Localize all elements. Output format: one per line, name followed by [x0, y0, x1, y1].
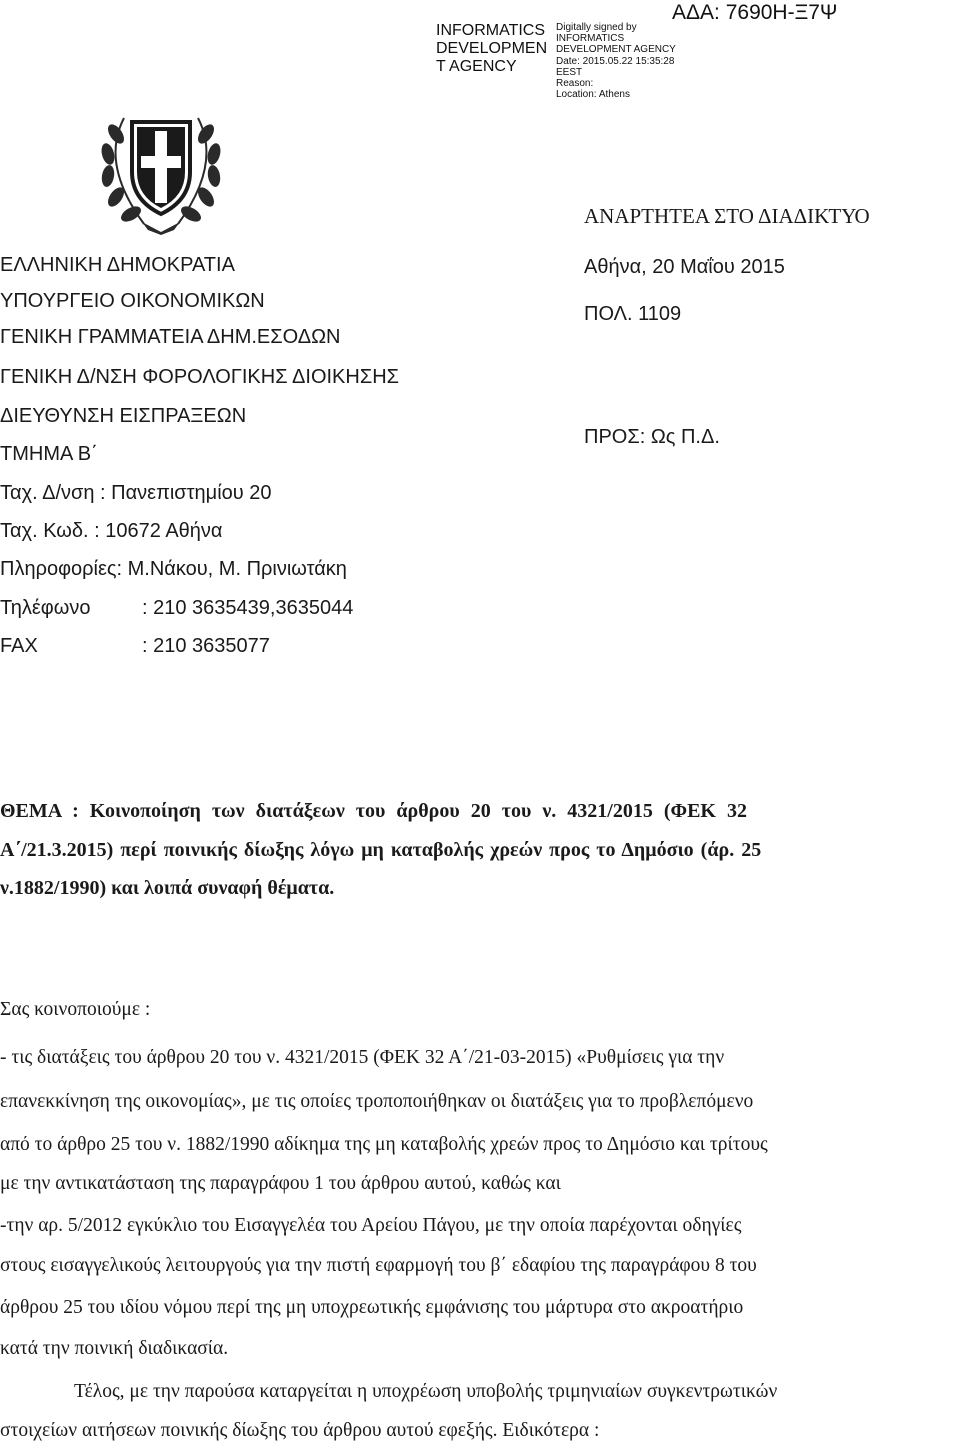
- header-line: ΓΕΝΙΚΗ Δ/ΝΣΗ ΦΟΡΟΛΟΓΙΚΗΣ ΔΙΟΙΚΗΣΗΣ: [0, 366, 400, 388]
- body-line: Σας κοινοποιούμε :: [0, 999, 151, 1020]
- header-line: Πληροφορίες: Μ.Νάκου, Μ. Πρινιωτάκη: [0, 558, 347, 580]
- document-date: Αθήνα, 20 Μαΐου 2015: [584, 256, 785, 278]
- signature-org-line: DEVELOPMEN: [436, 40, 548, 57]
- header-line: Ταχ. Κωδ. : 10672 Αθήνα: [0, 520, 223, 542]
- signature-org-line: T AGENCY: [436, 58, 517, 75]
- header-line: ΤΜΗΜΑ Β΄: [0, 443, 98, 465]
- signature-detail-line: EEST: [556, 66, 583, 78]
- signature-details: [556, 22, 676, 100]
- header-line: ΕΛΛΗΝΙΚΗ ΔΗΜΟΚΡΑΤΙΑ: [0, 254, 235, 276]
- circular-number: ΠΟΛ. 1109: [584, 303, 682, 325]
- body-line: με την αντικατάσταση της παραγράφου 1 του άρθρου αυτού, καθώς και: [0, 1173, 561, 1194]
- phone-label: Τηλέφωνο: [0, 597, 91, 619]
- ada-code: ΑΔΑ: 7690Η-Ξ7Ψ: [672, 1, 838, 24]
- header-line: Ταχ. Δ/νση : Πανεπιστημίου 20: [0, 482, 272, 504]
- body-line: Τέλος, με την παρούσα καταργείται η υποχρέωση υποβολής τριμηνιαίων συγκεντρωτικών: [74, 1381, 778, 1402]
- fax-value: : 210 3635077: [142, 635, 270, 657]
- body-line: επανεκκίνηση της οικονομίας», με τις οποίες τροποποιήθηκαν οι διατάξεις για το προβλεπόμενο: [0, 1091, 754, 1112]
- signature-detail-line: Digitally signed by: [556, 22, 637, 33]
- header-line: ΓΕΝΙΚΗ ΓΡΑΜΜΑΤΕΙΑ ΔΗΜ.ΕΣΟΔΩΝ: [0, 326, 341, 348]
- signature-detail-line: DEVELOPMENT AGENCY: [556, 44, 676, 56]
- body-line: -την αρ. 5/2012 εγκύκλιο του Εισαγγελέα του Αρείου Πάγου, με την οποία παρέχονται οδηγίες: [0, 1215, 742, 1236]
- header-line: ΔΙΕΥΘΥΝΣΗ ΕΙΣΠΡΑΞΕΩΝ: [0, 405, 247, 427]
- body-line: από το άρθρο 25 του ν. 1882/1990 αδίκημα της μη καταβολής χρεών προς το Δημόσιο και τρίτους: [0, 1134, 768, 1155]
- body-line: στοιχείων αιτήσεων ποινικής δίωξης του άρθρου αυτού εφεξής. Ειδικότερα :: [0, 1420, 600, 1441]
- signature-detail-line: Date: 2015.05.22 15:35:28: [556, 55, 675, 67]
- fax-label: FAX: [0, 635, 38, 657]
- signature-detail-line: Reason:: [556, 78, 594, 90]
- subject-line: Α΄/21.3.2015) περί ποινικής δίωξης λόγω μη καταβολής χρεών προς το Δημόσιο (άρ. 25: [0, 839, 762, 861]
- subject-line: ν.1882/1990) και λοιπά συναφή θέματα.: [0, 877, 335, 899]
- subject-line: ΘΕΜΑ : Κοινοποίηση των διατάξεων του άρθρου 20 του ν. 4321/2015 (ΦΕΚ 32: [0, 800, 747, 822]
- body-line: στους εισαγγελικούς λειτουργούς για την πιστή εφαρμογή του β΄ εδαφίου της παραγράφου 8 του: [0, 1255, 757, 1276]
- body-line: άρθρου 25 του ιδίου νόμου περί της μη υποχρεωτικής εμφάνισης του μάρτυρα στο ακροατήριο: [0, 1297, 744, 1318]
- posted-notice: ΑΝΑΡΤΗΤΕΑ ΣΤΟ ΔΙΑΔΙΚΤΥΟ: [584, 204, 870, 228]
- signature-detail-line: Location: Athens: [556, 89, 630, 101]
- phone-value: : 210 3635439,3635044: [142, 597, 354, 619]
- header-line: ΥΠΟΥΡΓΕΙΟ ΟΙΚΟΝΟΜΙΚΩΝ: [0, 290, 265, 312]
- body-line: - τις διατάξεις του άρθρου 20 του ν. 4321/2015 (ΦΕΚ 32 Α΄/21-03-2015) «Ρυθμίσεις για την: [0, 1047, 725, 1068]
- body-line: κατά την ποινική διαδικασία.: [0, 1338, 229, 1359]
- signature-detail-line: INFORMATICS: [556, 33, 625, 45]
- signature-organization: [436, 22, 547, 76]
- greek-coat-of-arms-icon: [94, 104, 228, 236]
- signature-org-line: INFORMATICS: [436, 22, 546, 39]
- recipient: ΠΡΟΣ: Ως Π.Δ.: [584, 426, 720, 448]
